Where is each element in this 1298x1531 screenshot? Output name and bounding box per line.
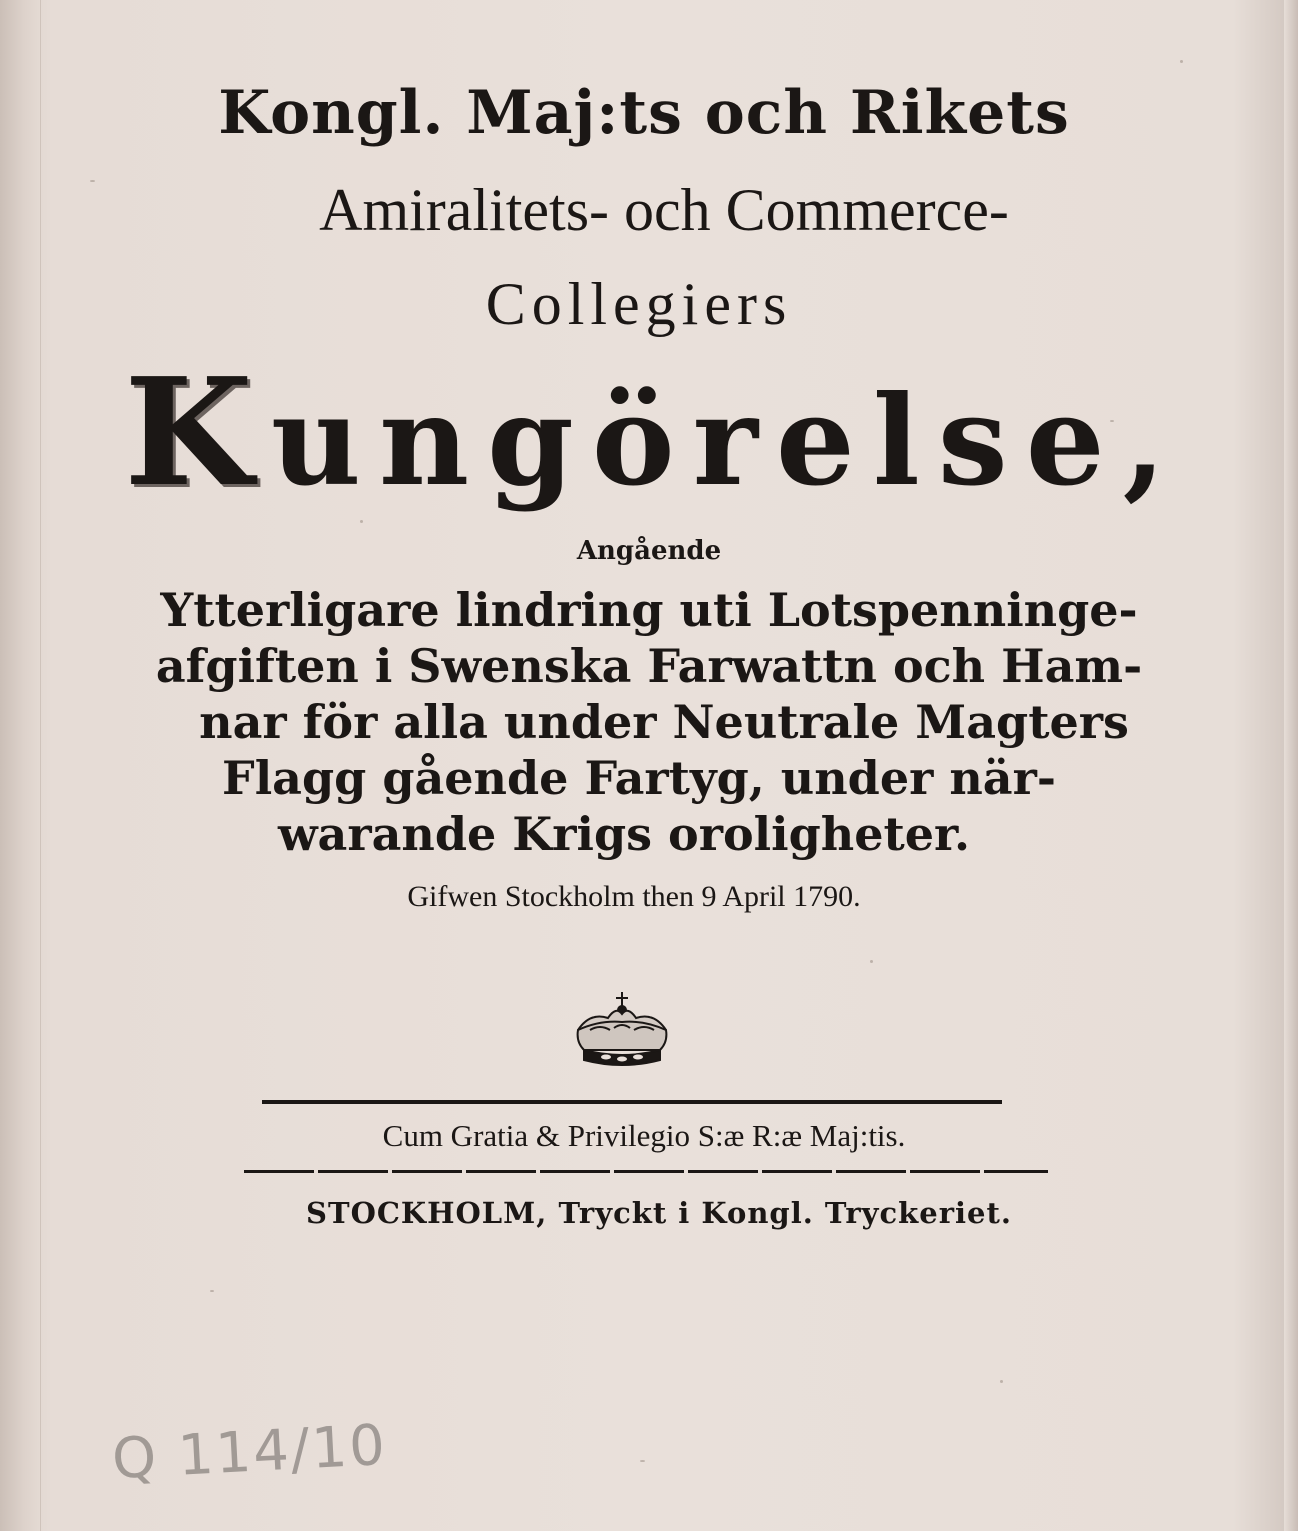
paper-speck bbox=[870, 960, 873, 963]
body-line: Flagg gående Fartyg, under när- bbox=[222, 751, 1056, 805]
heading-initial: K bbox=[124, 345, 271, 519]
title-line-2: Amiralitets- och Commerce- bbox=[319, 177, 1009, 243]
paper-speck bbox=[210, 1290, 214, 1292]
paper-speck bbox=[1000, 1380, 1003, 1383]
heading-rest: ungörelse, bbox=[270, 369, 1184, 514]
title-line-1: Kongl. Maj:ts och Rikets bbox=[218, 78, 1070, 148]
paper-speck bbox=[360, 520, 363, 523]
intro-word: Angående bbox=[576, 536, 722, 566]
body-line: warande Krigs oroligheter. bbox=[277, 807, 971, 861]
imprint-line: STOCKHOLM, Tryckt i Kongl. Tryckeriet. bbox=[306, 1196, 1012, 1230]
main-heading bbox=[0, 345, 1298, 519]
top-rule bbox=[262, 1100, 1002, 1104]
bottom-rule bbox=[244, 1170, 1048, 1173]
body-line: afgiften i Swenska Farwattn och Ham- bbox=[155, 639, 1143, 693]
crown-icon bbox=[570, 990, 674, 1074]
privilege-line: Cum Gratia & Privilegio S:æ R:æ Maj:tis. bbox=[382, 1118, 906, 1153]
paper-speck bbox=[640, 1460, 645, 1462]
dateline: Gifwen Stockholm then 9 April 1790. bbox=[407, 880, 861, 913]
paper-speck bbox=[1180, 60, 1183, 63]
body-line: nar för alla under Neutrale Magters bbox=[199, 695, 1129, 749]
pencil-shelfmark: Q 114/10 bbox=[110, 1412, 389, 1493]
title-line-3: Collegiers bbox=[485, 271, 793, 337]
body-line: Ytterligare lindring uti Lotspenninge- bbox=[160, 583, 1138, 637]
